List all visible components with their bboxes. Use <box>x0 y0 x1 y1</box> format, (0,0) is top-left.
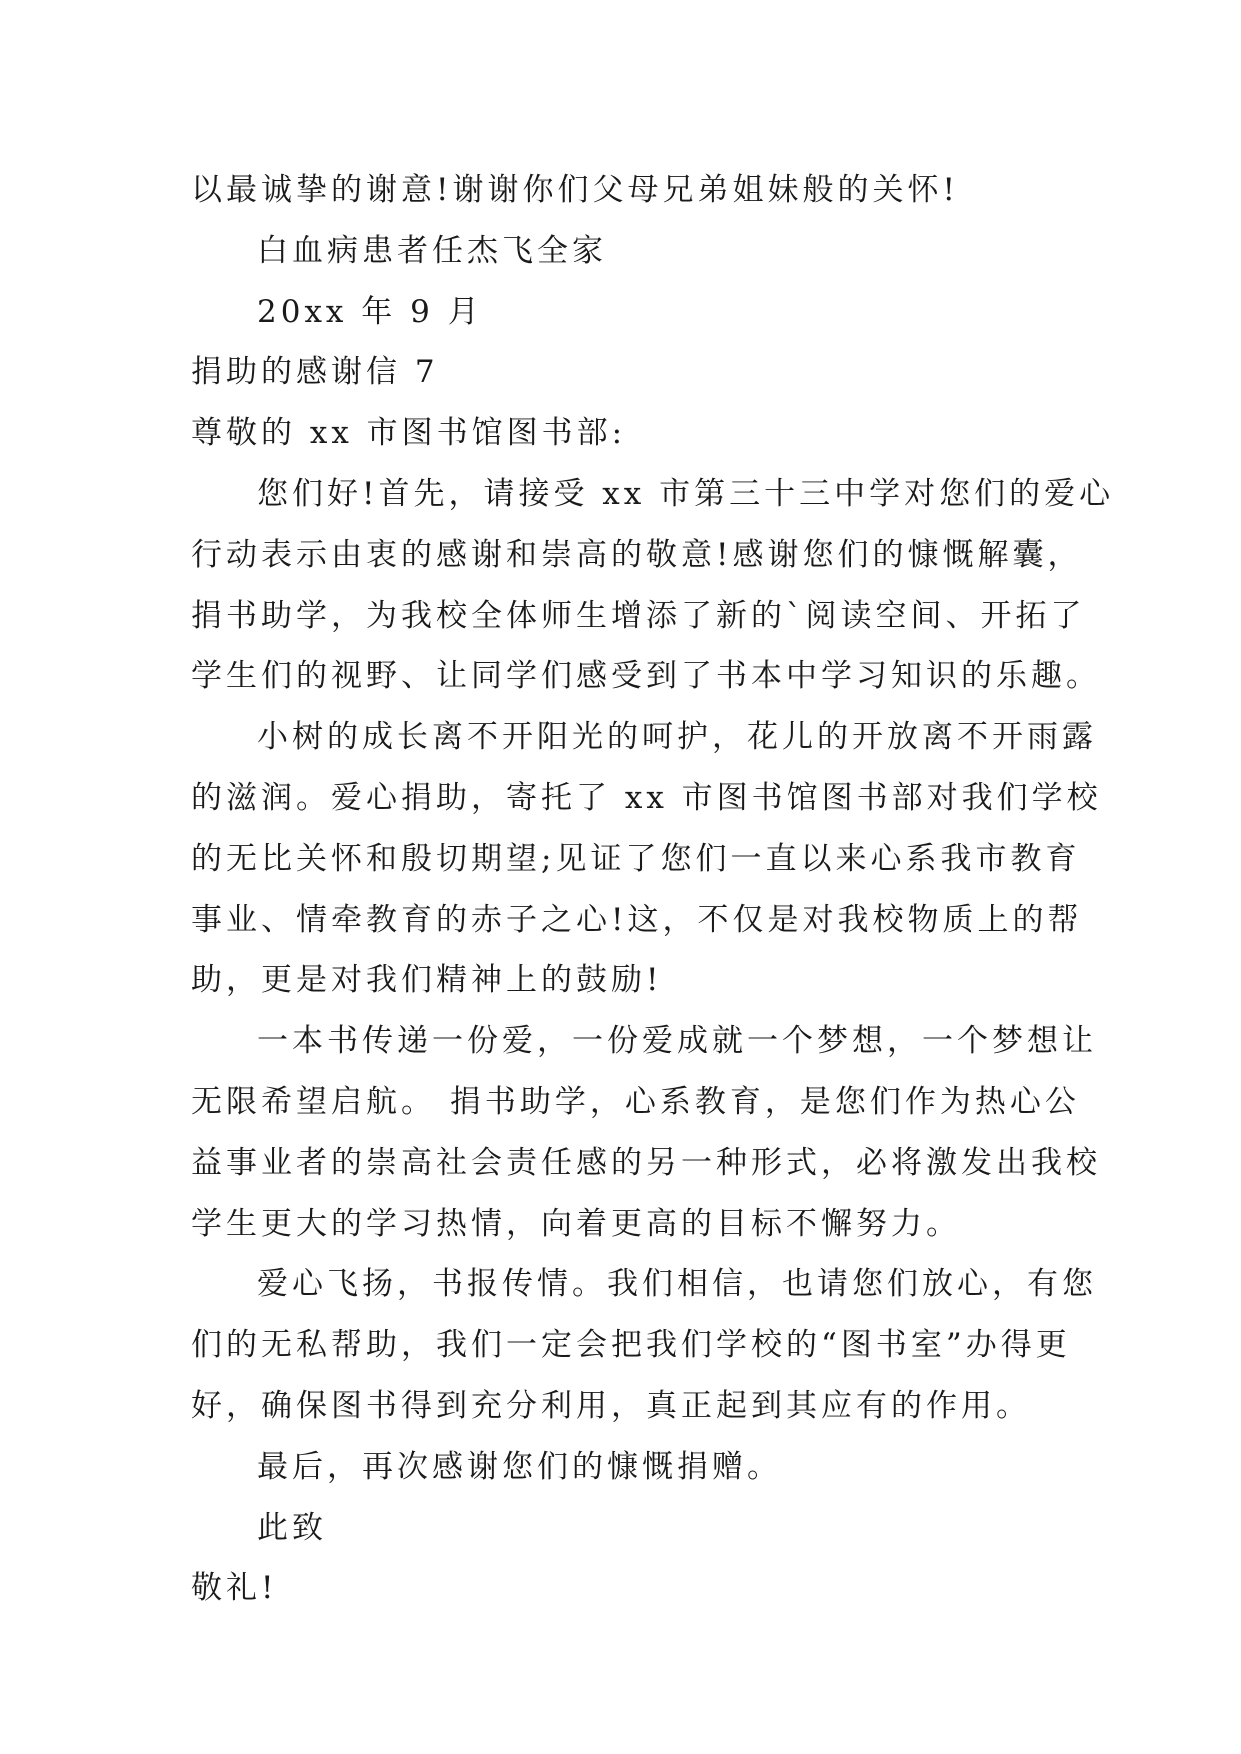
signature-line: 白血病患者任杰飞全家 <box>257 232 607 269</box>
paragraph-line: 事业、情牵教育的赤子之心!这，不仅是对我校物质上的帮 <box>191 901 1083 938</box>
paragraph-line: 您们好!首先，请接受 xx 市第三十三中学对您们的爱心 <box>257 475 1115 512</box>
paragraph-line: 学生们的视野、让同学们感受到了书本中学习知识的乐趣。 <box>191 658 1101 695</box>
paragraph-line: 们的无私帮助，我们一定会把我们学校的“图书室”办得更 <box>191 1327 1071 1364</box>
paragraph-line: 行动表示由衷的感谢和崇高的敬意!感谢您们的慷慨解囊， <box>191 536 1083 573</box>
paragraph-line: 的无比关怀和殷切期望;见证了您们一直以来心系我市教育 <box>191 840 1081 877</box>
closing-line: 此致 <box>257 1509 327 1546</box>
paragraph-line: 捐书助学，为我校全体师生增添了新的`阅读空间、开拓了 <box>191 597 1086 634</box>
closing-regards: 敬礼! <box>191 1570 278 1607</box>
paragraph-line: 小树的成长离不开阳光的呵护，花儿的开放离不开雨露 <box>257 719 1097 756</box>
paragraph-line: 爱心飞扬，书报传情。我们相信，也请您们放心，有您 <box>257 1266 1097 1303</box>
paragraph-line: 助，更是对我们精神上的鼓励! <box>191 962 663 999</box>
text-line: 以最诚挚的谢意!谢谢你们父母兄弟姐妹般的关怀! <box>191 172 959 208</box>
date-line: 20xx 年 9 月 <box>257 293 483 330</box>
paragraph-line: 益事业者的崇高社会责任感的另一种形式，必将激发出我校 <box>191 1144 1101 1181</box>
paragraph-line: 一本书传递一份爱，一份爱成就一个梦想，一个梦想让 <box>257 1023 1097 1060</box>
letter-title: 捐助的感谢信 7 <box>191 354 439 391</box>
paragraph-line: 学生更大的学习热情，向着更高的目标不懈努力。 <box>191 1205 961 1242</box>
letter-body <box>191 160 1115 1619</box>
paragraph-line: 好，确保图书得到充分利用，真正起到其应有的作用。 <box>191 1387 1031 1424</box>
paragraph-line: 无限希望启航。 捐书助学，心系教育，是您们作为热心公 <box>191 1083 1080 1120</box>
paragraph-line: 最后，再次感谢您们的慷慨捐赠。 <box>257 1448 782 1485</box>
salutation: 尊敬的 xx 市图书馆图书部: <box>191 415 627 452</box>
paragraph-line: 的滋润。爱心捐助，寄托了 xx 市图书馆图书部对我们学校 <box>191 779 1102 816</box>
